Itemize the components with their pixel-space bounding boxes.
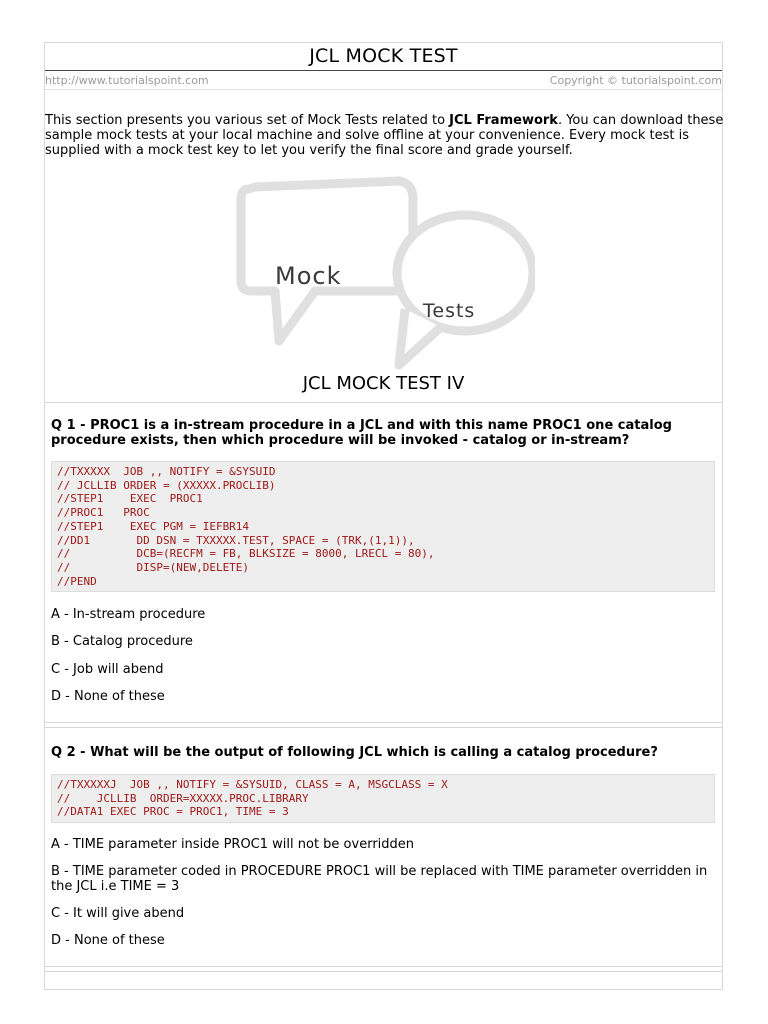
page-title: JCL MOCK TEST	[309, 45, 458, 67]
question-divider	[45, 727, 722, 728]
document-page	[44, 42, 723, 990]
question-divider	[45, 966, 722, 967]
section-divider	[45, 402, 722, 403]
question-2-option-b: B - TIME parameter coded in PROCEDURE PROC1 will be replaced with TIME parameter overridden in the JCL i.e TIME = 3	[51, 864, 708, 894]
intro-paragraph	[45, 113, 724, 158]
header-divider	[45, 89, 722, 90]
logo-word-tests: Tests	[423, 300, 476, 322]
intro-text-2: . You can download these sample mock tests at your local machine and solve offline at your convenience. Every mock test is supplied with a mock test key to let you verify the final score and grade yourself.	[45, 113, 724, 158]
question-2: Q 2 - What will be the output of following JCL which is calling a catalog procedure?	[51, 745, 658, 760]
question-2-option-c: C - It will give abend	[51, 906, 185, 921]
question-2-code: //TXXXXXJ JOB ,, NOTIFY = &SYSUID, CLASS = A, MSGCLASS = X // JCLLIB ORDER=XXXXX.PROC.LIBRARY //DATA1 EXEC PROC = PROC1, TIME = 3	[51, 774, 715, 823]
test-title: JCL MOCK TEST IV	[302, 373, 465, 394]
question-divider	[45, 971, 722, 972]
title-divider	[45, 70, 722, 71]
question-1-code: //TXXXXX JOB ,, NOTIFY = &SYSUID // JCLLIB ORDER = (XXXXX.PROCLIB) //STEP1 EXEC PROC1 //PROC1 PROC //STEP1 EXEC PGM = IEFBR14 //DD1 DD DSN = TXXXXX.TEST, SPACE = (TRK,(1,1)), // DCB=(RECFM = FB, BLKSIZE = 8000, LRECL = 80), // DISP=(NEW,DELETE) //PEND	[51, 461, 715, 592]
site-link[interactable]: http://www.tutorialspoint.com	[45, 74, 209, 87]
question-divider	[45, 722, 722, 723]
question-1: Q 1 - PROC1 is a in-stream procedure in a JCL and with this name PROC1 one catalog procedure exists, then which procedure will be invoked - catalog or in-stream?	[51, 418, 672, 448]
mock-tests-logo	[235, 169, 535, 399]
question-1-option-b: B - Catalog procedure	[51, 634, 193, 649]
question-1-option-c: C - Job will abend	[51, 662, 164, 677]
question-1-option-a: A - In-stream procedure	[51, 607, 206, 622]
question-2-option-d: D - None of these	[51, 933, 165, 948]
question-2-option-a: A - TIME parameter inside PROC1 will not be overridden	[51, 837, 415, 852]
intro-text-1: This section presents you various set of Mock Tests related to	[45, 113, 450, 128]
copyright-text: Copyright © tutorialspoint.com	[549, 74, 722, 87]
intro-bold: JCL Framework	[449, 113, 558, 128]
question-1-option-d: D - None of these	[51, 689, 165, 704]
logo-word-mock: Mock	[275, 262, 342, 290]
